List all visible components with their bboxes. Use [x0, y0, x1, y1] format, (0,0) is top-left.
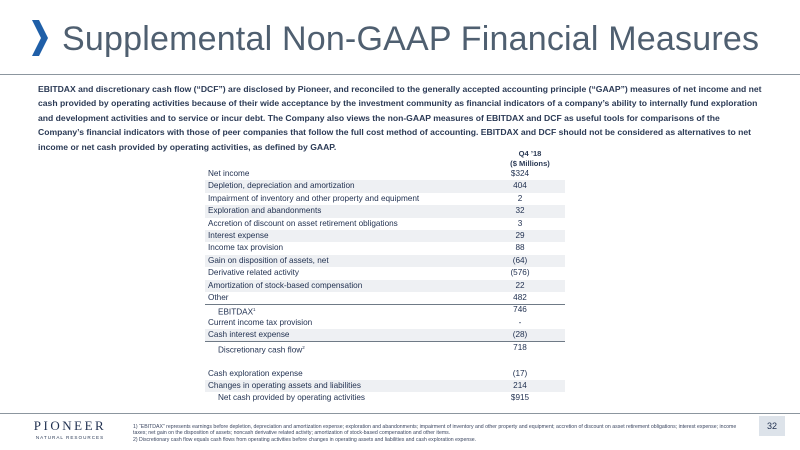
- row-label: Impairment of inventory and other property and equipment: [208, 193, 420, 203]
- table-row: [205, 304, 565, 316]
- row-value: 718: [513, 342, 527, 352]
- footnotes: [133, 424, 743, 443]
- column-header-period: Q4 ’18: [518, 149, 542, 158]
- row-label: Derivative related activity: [208, 268, 300, 278]
- row-value: 404: [513, 181, 527, 191]
- row-label: Net cash provided by operating activities: [218, 393, 365, 403]
- logo-tagline: NATURAL RESOURCES: [35, 435, 105, 440]
- row-label: Income tax provision: [208, 243, 284, 253]
- row-value: $324: [510, 169, 530, 178]
- row-value: (28): [512, 330, 528, 340]
- table-row: [205, 205, 565, 217]
- row-label: Depletion, depreciation and amortization: [208, 181, 355, 191]
- row-value: 2: [517, 193, 523, 203]
- column-header-units: ($ Millions): [510, 158, 550, 168]
- table-row: [205, 292, 565, 304]
- row-label: Interest expense: [208, 231, 269, 240]
- row-label: Accretion of discount on asset retirement obligations: [208, 218, 398, 228]
- table-row: [205, 380, 565, 392]
- table-row: [205, 342, 565, 354]
- table-row: [205, 317, 565, 329]
- table-row: [205, 193, 565, 205]
- page-title: Supplemental Non-GAAP Financial Measures: [62, 20, 760, 58]
- chevron-right-icon: [30, 18, 50, 58]
- footnote-marker: 2: [302, 344, 305, 350]
- footnote-marker: 1: [253, 307, 256, 313]
- row-label: Changes in operating assets and liabilities: [208, 381, 361, 390]
- title-divider: [0, 74, 800, 75]
- row-value: 482: [513, 293, 527, 302]
- row-label: Current income tax provision: [208, 317, 313, 327]
- row-label: EBITDAX$^1$: [218, 307, 256, 318]
- row-value: 22: [515, 280, 525, 290]
- row-value: 214: [513, 381, 527, 390]
- row-label: Cash interest expense: [208, 330, 290, 340]
- row-value: 29: [515, 231, 525, 240]
- row-value: (17): [512, 368, 528, 378]
- table-row: [205, 230, 565, 242]
- footnote-1: 1) “EBITDAX” represents earnings before depletion, depreciation and amortization expense; exploration and abandonments; impairment of inventory and other property and equipment; accretion of discount on asset retirement obligations; interest expense; income taxes; net gain on the disposition of assets; noncash derivative related activity; amortization of stock-based compensation and other items.: [133, 424, 737, 437]
- table-row: [205, 329, 565, 341]
- logo-name: PIONEER: [33, 418, 107, 433]
- table-row: [205, 267, 565, 279]
- row-value: 32: [515, 206, 525, 216]
- row-label: Net income: [208, 169, 250, 178]
- row-value: 3: [517, 218, 523, 228]
- row-label: Gain on disposition of assets, net: [208, 255, 329, 265]
- table-row: [205, 242, 565, 254]
- footer-divider: [0, 413, 800, 414]
- page-number: 32: [759, 416, 785, 436]
- row-label: Exploration and abandonments: [208, 206, 322, 216]
- row-label: Amortization of stock-based compensation: [208, 280, 363, 290]
- pioneer-logo: [30, 418, 110, 440]
- intro-paragraph: EBITDAX and discretionary cash flow (“DCF”) are disclosed by Pioneer, and reconciled to the generally accepted accounting principle (“GAAP”) measures of net income and net cash provided by operating activities because of their wide acceptance by the investment community as financial indicators of a company’s ability to internally fund exploration and development activities and to service or incur debt. The Company also views the non-GAAP measures of EBITDAX and DCF as useful tools for comparisons of the Company’s financial indicators with those of peer companies that follow the full cost method of accounting. EBITDAX and DCF should not be considered as alternatives to net income or net cash provided by operating activities, as defined by GAAP.: [38, 84, 762, 152]
- row-value: $915: [510, 393, 530, 403]
- row-value: -: [518, 317, 522, 327]
- row-value: 88: [515, 243, 525, 253]
- subtotal-line: [205, 304, 565, 305]
- table-row: [205, 218, 565, 230]
- column-header: [480, 149, 580, 168]
- table-row: [205, 392, 565, 404]
- row-value: 746: [513, 305, 527, 315]
- table-row: [205, 180, 565, 192]
- row-label: Cash exploration expense: [208, 368, 303, 378]
- row-label: Other: [208, 293, 229, 302]
- table-row: [205, 255, 565, 267]
- table-row: [205, 280, 565, 292]
- row-value: (64): [512, 255, 528, 265]
- table-row: [205, 168, 565, 180]
- table-row: [205, 368, 565, 380]
- row-value: (576): [510, 268, 530, 278]
- subtotal-line: [205, 341, 565, 342]
- footnote-2: 2) Discretionary cash flow equals cash flows from operating activities before changes in operating assets and liabilities and cash exploration expense.: [133, 436, 477, 443]
- row-label: Discretionary cash flow$^2$: [218, 344, 305, 355]
